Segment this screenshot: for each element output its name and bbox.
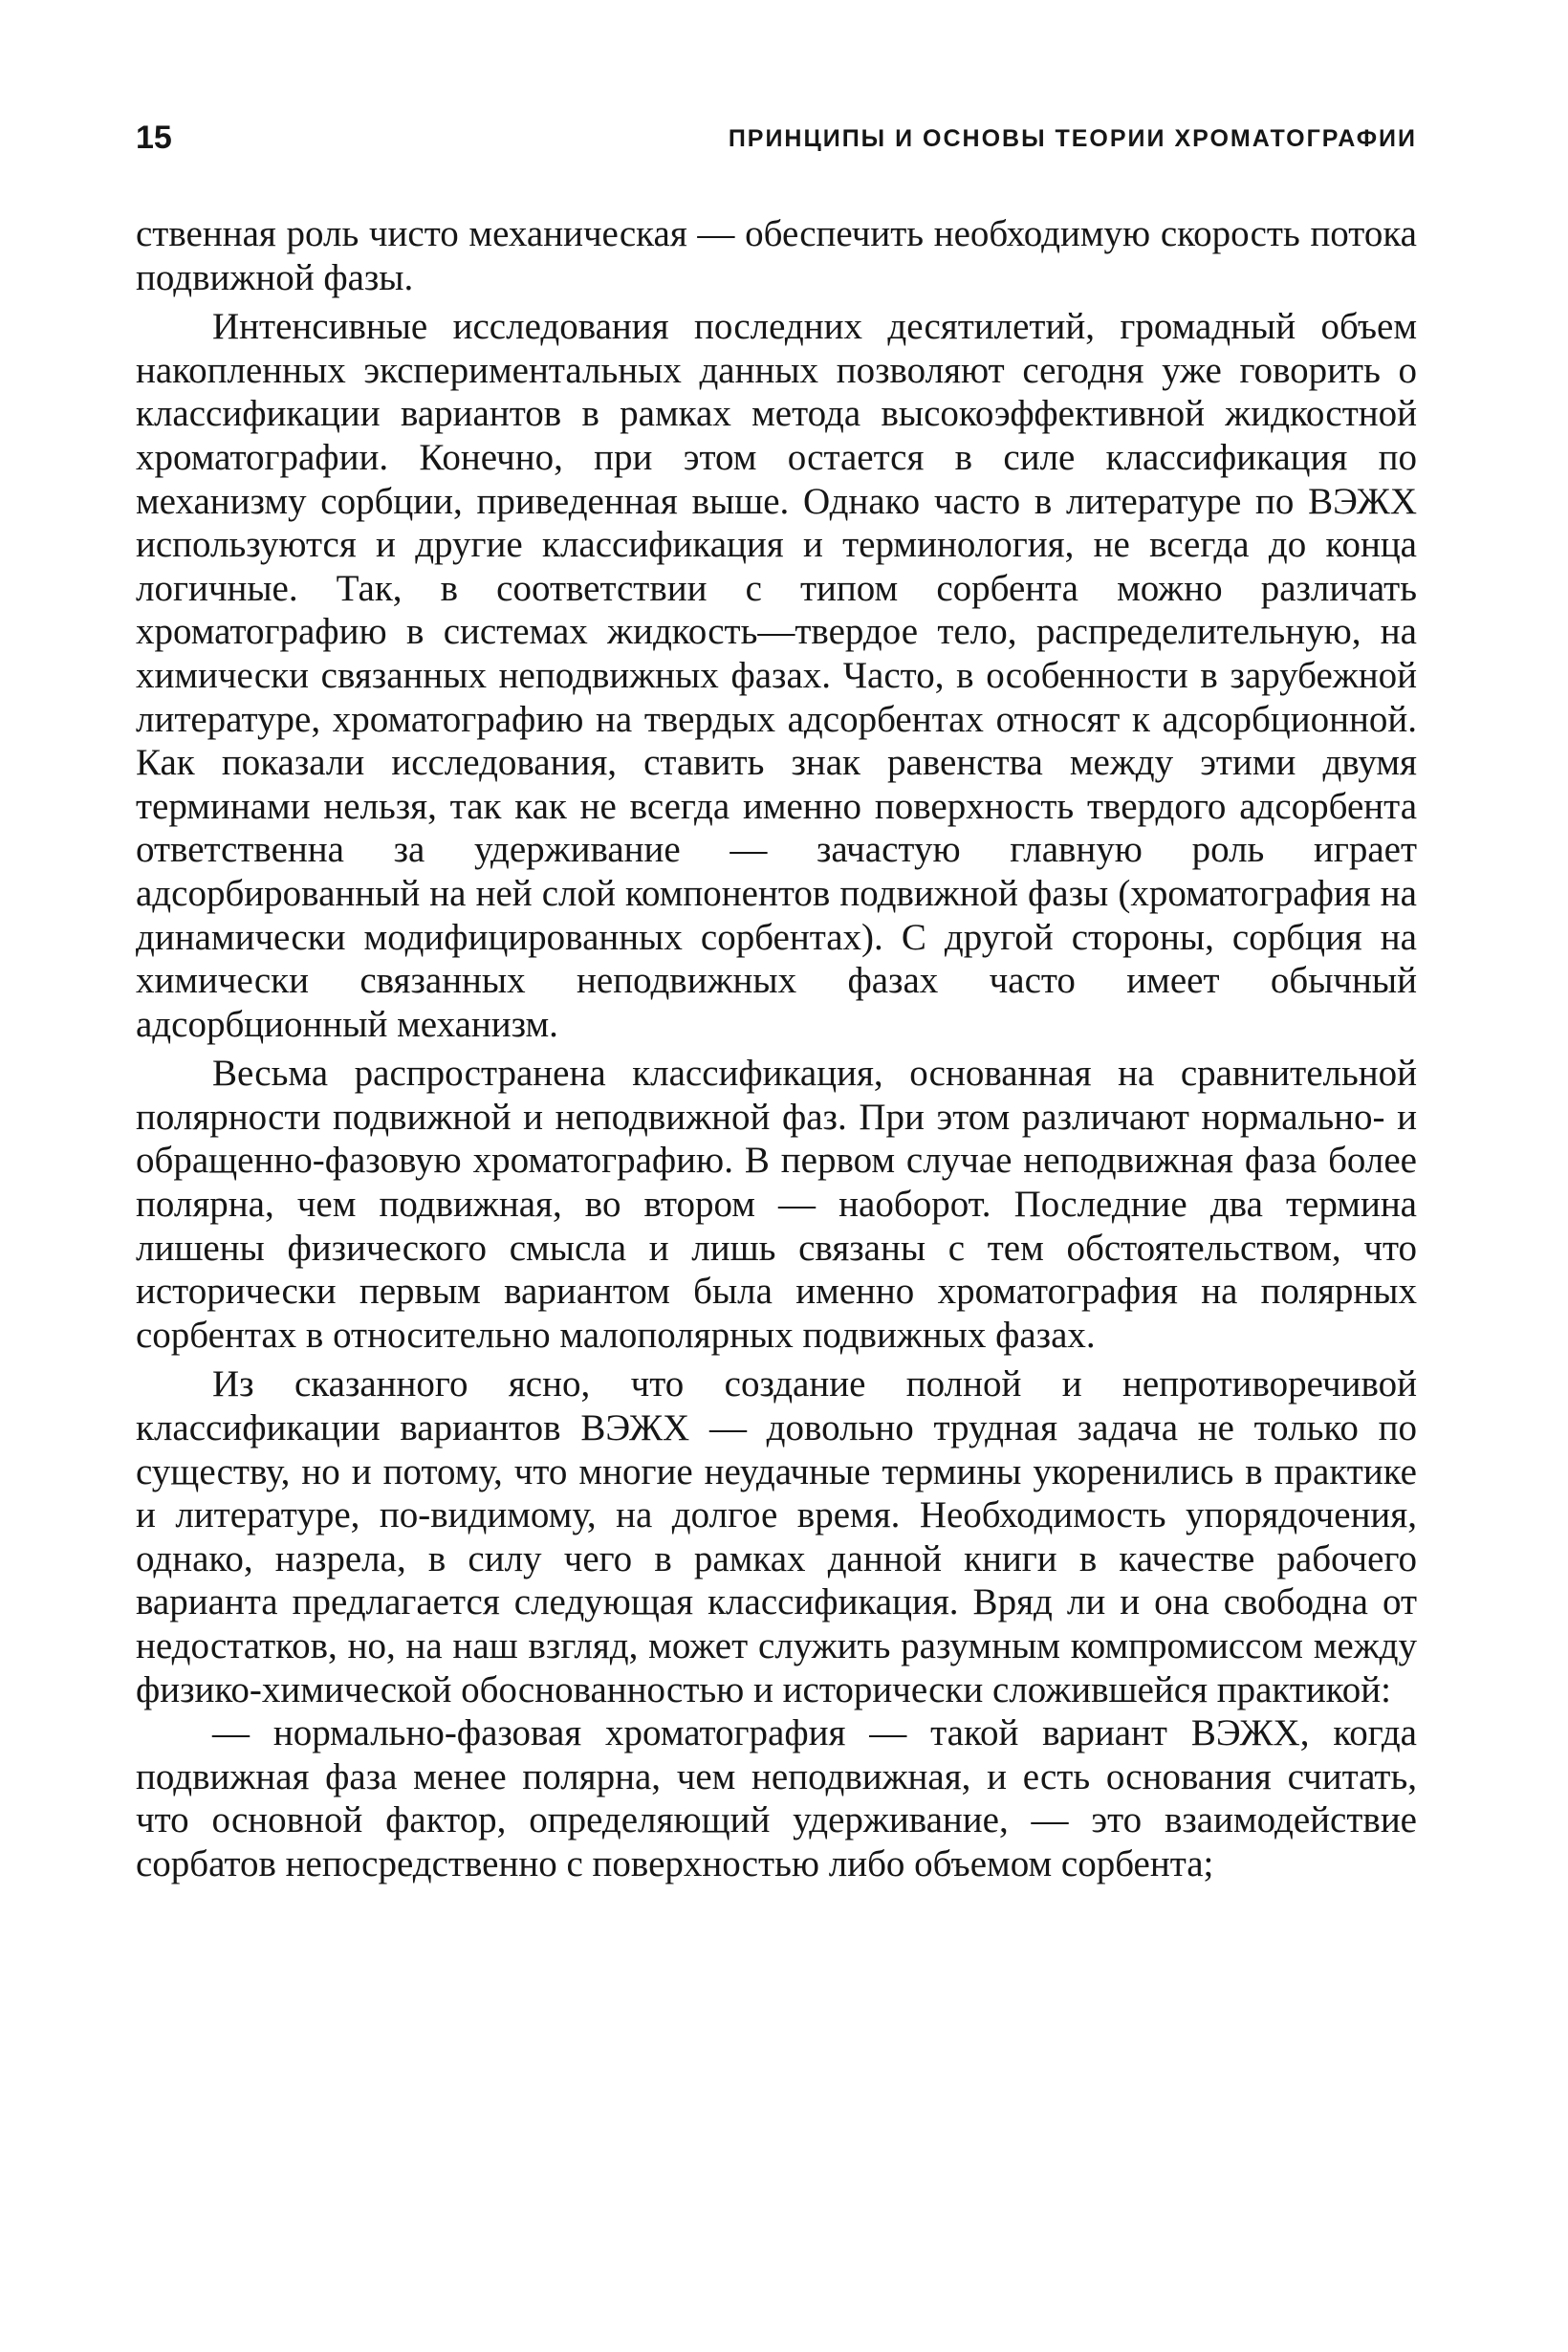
paragraph: Из сказанного ясно, что создание полной и непротиворечивой классификации вариантов ВЭЖХ — довольно трудная задача не только по существу, но и потому, что многие неудачные термины укоренились в практике и литературе, по-видимому, на долгое время. Необходимость упорядочения, однако, назрела, в силу чего в рамках данной книги в качестве рабочего варианта предлагается следующая классификация. Вряд ли и она свободна от недостатков, но, на наш взгляд, может служить разумным компромиссом между физико-химической обоснованностью и исторически сложившейся практикой:: [136, 1363, 1417, 1710]
running-title: ПРИНЦИПЫ И ОСНОВЫ ТЕОРИИ ХРОМАТОГРАФИИ: [728, 125, 1417, 152]
paragraph: Весьма распространена классификация, основанная на сравнительной полярности подвижной и неподвижной фаз. При этом различают нормально- и обращенно-фазовую хроматографию. В первом случае неподвижная фаза более полярна, чем подвижная, во втором — наоборот. Последние два термина лишены физического смысла и лишь связаны с тем обстоятельством, что исторически первым вариантом была именно хроматография на полярных сорбентах в относительно малополярных подвижных фазах.: [136, 1053, 1417, 1356]
page-number: 15: [136, 120, 172, 156]
page-header: [136, 120, 1417, 167]
paragraph-continuation: ственная роль чисто механическая — обеспечить необходимую скорость потока подвижной фазы.: [136, 213, 1417, 298]
list-item-paragraph: — нормально-фазовая хроматография — такой вариант ВЭЖХ, когда подвижная фаза менее полярна, чем неподвижная, и есть основания считать, что основной фактор, определяющий удерживание, — это взаимодействие сорбатов непосредственно с поверхностью либо объемом сорбента;: [136, 1712, 1417, 1884]
book-page: [136, 120, 1417, 1886]
paragraph: Интенсивные исследования последних десятилетий, громадный объем накопленных экспериментальных данных позволяют сегодня уже говорить о классификации вариантов в рамках метода высокоэффективной жидкостной хроматографии. Конечно, при этом остается в силе классификация по механизму сорбции, приведенная выше. Однако часто в литературе по ВЭЖХ используются и другие классификация и терминология, не всегда до конца логичные. Так, в соответствии с типом сорбента можно различать хроматографию в системах жидкость—твердое тело, распределительную, на химически связанных неподвижных фазах. Часто, в особенности в зарубежной литературе, хроматографию на твердых адсорбентах относят к адсорбционной. Как показали исследования, ставить знак равенства между этими двумя терминами нельзя, так как не всегда именно поверхность твердого адсорбента ответственна за удерживание — зачастую главную роль играет адсорбированный на ней слой компонентов подвижной фазы (хроматография на динамически модифицированных сорбентах). С другой стороны, сорбция на химически связанных неподвижных фазах часто имеет обычный адсорбционный механизм.: [136, 306, 1417, 1045]
body-text: [136, 212, 1417, 1886]
